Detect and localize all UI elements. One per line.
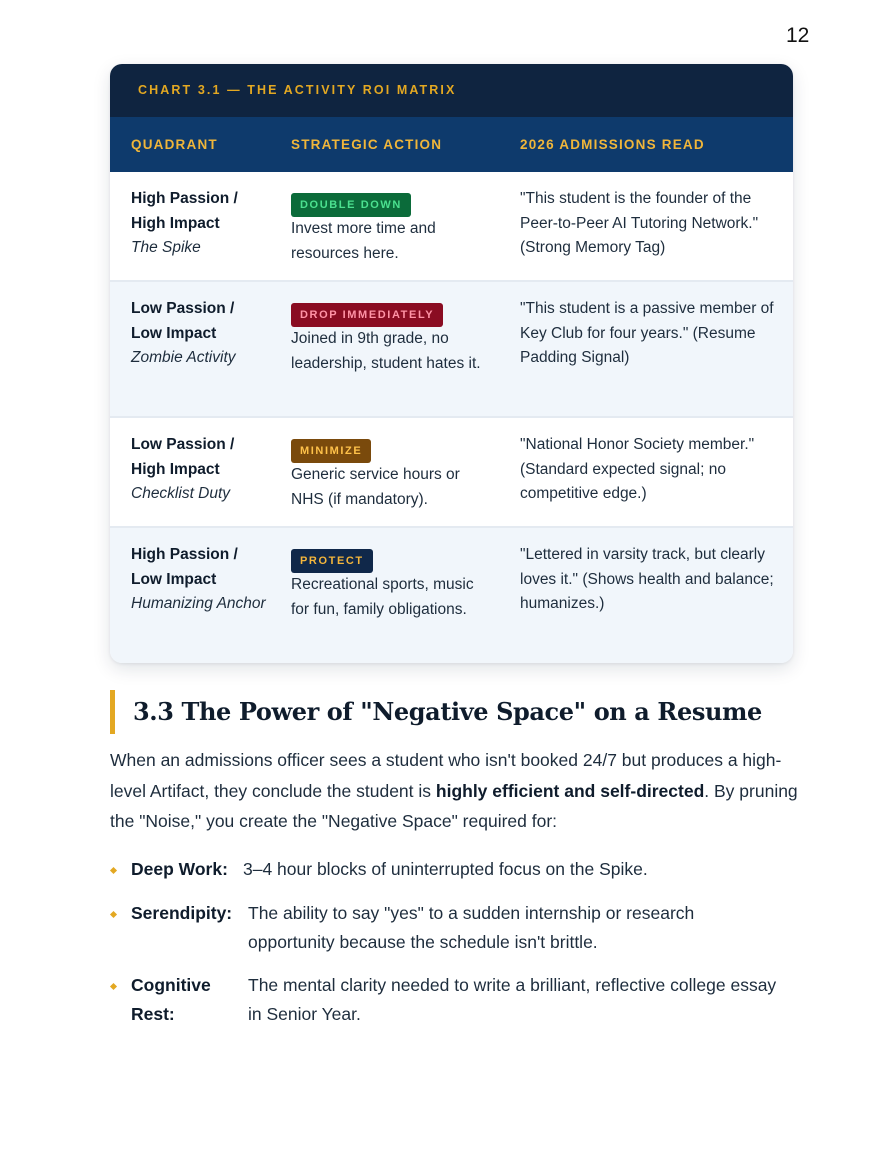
intro-text: When an admissions officer sees a student who isn't booked 24/7 but produces a high-level Artifact, they conclude the student is [110, 750, 782, 801]
status-badge: PROTECT [291, 549, 373, 573]
activity-roi-matrix-card [110, 64, 793, 663]
table-row [110, 282, 793, 418]
intro-emphasis: highly efficient and self-directed [435, 780, 705, 801]
admissions-read-cell [520, 543, 782, 617]
bullet-diamond-icon [110, 867, 117, 874]
action-cell [291, 192, 496, 266]
list-item-term: Cognitive Rest: [131, 975, 211, 1024]
bullet-diamond-icon [110, 911, 117, 918]
quadrant-subtitle: The Spike [131, 239, 201, 256]
intro-paragraph [110, 745, 800, 837]
quadrant-name: Low Passion / Low Impact [131, 300, 235, 342]
header-admissions-read: 2026 ADMISSIONS READ [520, 137, 705, 152]
action-text: Generic service hours or NHS (if mandatory). [291, 466, 460, 508]
quadrant-cell [131, 433, 281, 507]
table-row [110, 528, 793, 663]
list-item-description: 3–4 hour blocks of uninterrupted focus on the Spike. [243, 859, 648, 879]
action-text: Joined in 9th grade, no leadership, student hates it. [291, 330, 481, 372]
status-badge: DOUBLE DOWN [291, 193, 411, 217]
table-row [110, 418, 793, 528]
table-header [110, 117, 793, 172]
quadrant-name: High Passion / High Impact [131, 190, 238, 232]
status-badge: MINIMIZE [291, 439, 371, 463]
list-item-term: Serendipity: [131, 903, 233, 923]
quadrant-subtitle: Humanizing Anchor [131, 595, 266, 612]
chart-title: CHART 3.1 — THE ACTIVITY ROI MATRIX [110, 64, 793, 117]
action-cell [291, 302, 496, 376]
bullet-diamond-icon [110, 983, 117, 990]
action-text: Invest more time and resources here. [291, 220, 436, 262]
quadrant-name: Low Passion / High Impact [131, 436, 235, 478]
list-item-description: The mental clarity needed to write a brilliant, reflective college essay in Senior Year. [248, 975, 777, 1024]
quadrant-subtitle: Checklist Duty [131, 485, 231, 502]
action-cell [291, 548, 496, 622]
intro-text-end: . By pruning the "Noise," you create the "Negative Space" required for: [110, 780, 798, 831]
quadrant-cell [131, 187, 281, 261]
admissions-read-cell [520, 187, 782, 261]
action-cell [291, 438, 496, 512]
header-quadrant: QUADRANT [131, 137, 218, 152]
status-badge: DROP IMMEDIATELY [291, 303, 443, 327]
page-number: 12 [786, 24, 810, 47]
admissions-read-cell [520, 297, 782, 371]
list-item-term: Deep Work: [131, 859, 228, 879]
quadrant-cell [131, 297, 281, 371]
admissions-read-cell [520, 433, 782, 507]
action-text: Recreational sports, music for fun, family obligations. [291, 576, 474, 618]
admissions-read-text: "Lettered in varsity track, but clearly loves it." (Shows health and balance; humanizes.) [520, 546, 774, 612]
admissions-read-text: "National Honor Society member." (Standard expected signal; no competitive edge.) [520, 436, 755, 502]
admissions-read-text: "This student is a passive member of Key Club for four years." (Resume Padding Signal) [520, 300, 774, 366]
quadrant-cell [131, 543, 281, 617]
quadrant-subtitle: Zombie Activity [131, 349, 236, 366]
list-item-description: The ability to say "yes" to a sudden internship or research opportunity because the schedule isn't brittle. [248, 903, 695, 952]
quadrant-name: High Passion / Low Impact [131, 546, 238, 588]
admissions-read-text: "This student is the founder of the Peer-to-Peer AI Tutoring Network." (Strong Memory Tag) [520, 190, 759, 256]
section-heading: 3.3 The Power of "Negative Space" on a Resume [110, 690, 762, 734]
table-row [110, 172, 793, 282]
header-strategic-action: STRATEGIC ACTION [291, 137, 443, 152]
